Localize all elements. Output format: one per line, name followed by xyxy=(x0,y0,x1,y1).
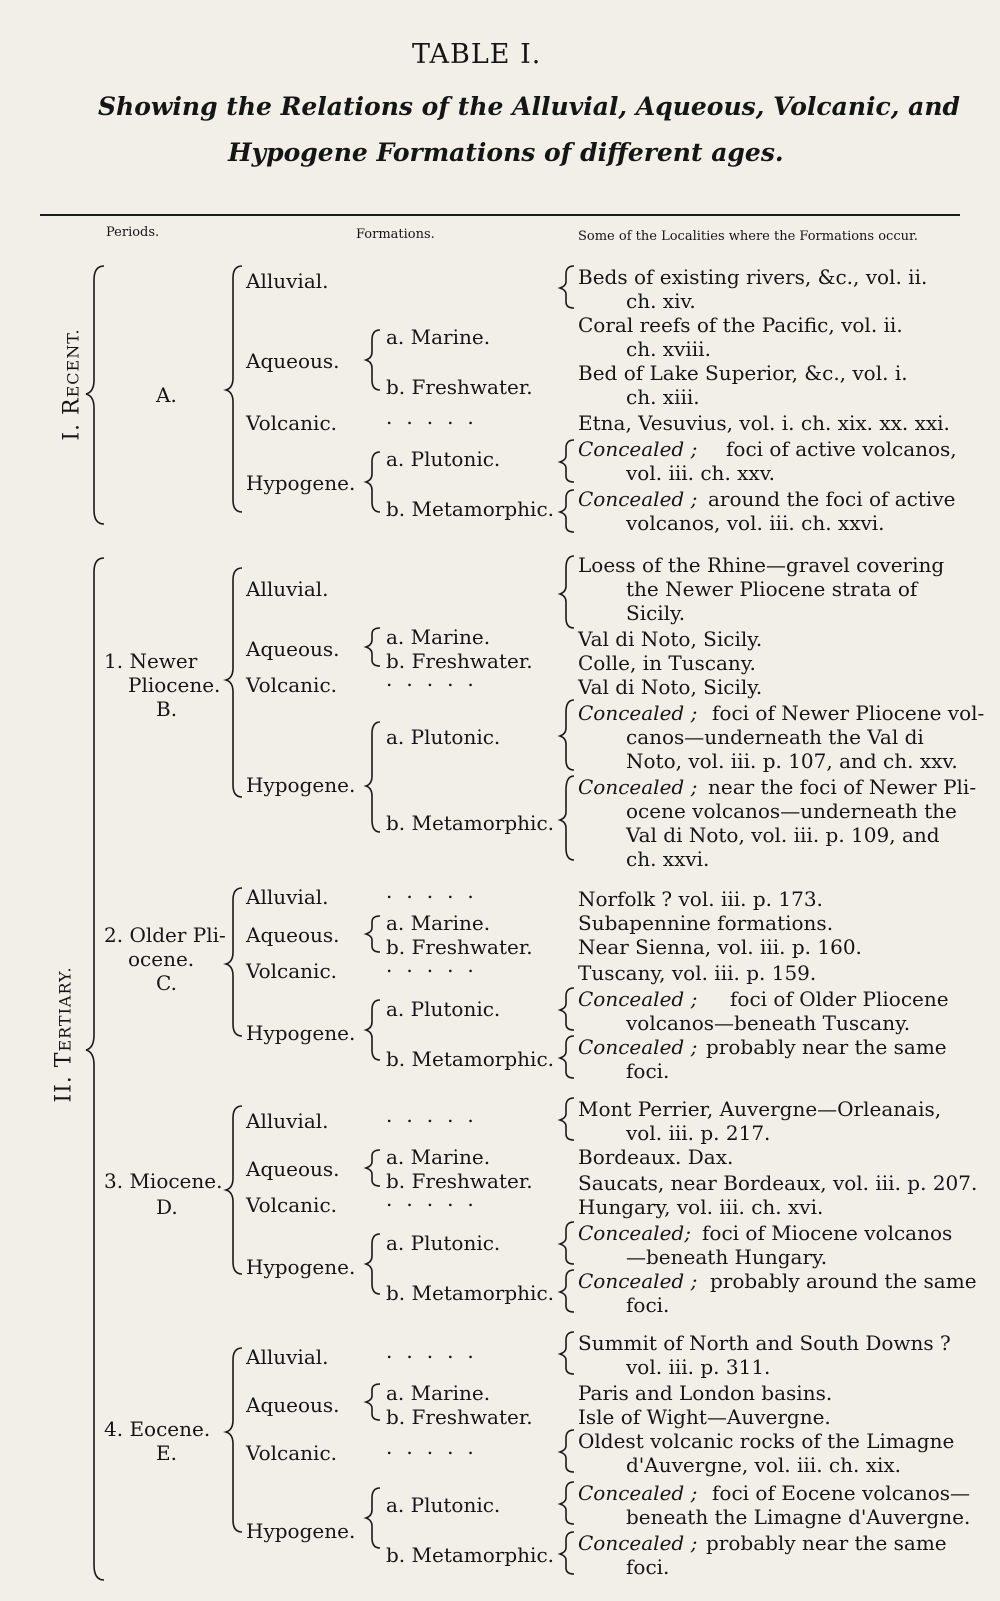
D-metamorphic: b. Metamorphic. xyxy=(386,1281,554,1305)
table-subtitle-line1: Showing the Relations of the Alluvial, Aqueous, Volcanic, and xyxy=(98,92,960,121)
brace-E-hypogene xyxy=(366,1488,380,1548)
loc-B-plutonic-1b: foci of Newer Pliocene vol- xyxy=(712,701,985,725)
C-alluvial-dots: ..... xyxy=(386,879,488,903)
loc-E-volcanic-2: d'Auvergne, vol. iii. ch. xix. xyxy=(626,1453,902,1477)
loc-C-plutonic-1b: foci of Older Pliocene xyxy=(730,987,949,1011)
period-B-line1: 1. Newer xyxy=(104,649,198,673)
loc-C-plutonic-2: volcanos—beneath Tuscany. xyxy=(626,1011,911,1035)
loc-B-metamorphic-2: ocene volcanos—underneath the xyxy=(626,799,957,823)
loc-A-plutonic-1b: foci of active volcanos, xyxy=(726,437,957,461)
loc-B-marine: Val di Noto, Sicily. xyxy=(578,627,763,651)
period-B-line2: Pliocene. xyxy=(128,673,221,697)
loc-B-metamorphic-4: ch. xxvi. xyxy=(626,847,710,871)
A-marine: a. Marine. xyxy=(386,325,491,349)
loc-B-alluvial-1: Loess of the Rhine—gravel covering xyxy=(578,553,945,577)
loc-E-metamorphic-1a: Concealed ; xyxy=(578,1531,698,1555)
loc-B-plutonic-2: canos—underneath the Val di xyxy=(626,725,924,749)
A-hypogene: Hypogene. xyxy=(246,471,356,495)
C-marine: a. Marine. xyxy=(386,911,491,935)
E-hypogene: Hypogene. xyxy=(246,1519,356,1543)
D-hypogene: Hypogene. xyxy=(246,1255,356,1279)
loc-C-marine: Subapennine formations. xyxy=(578,911,834,935)
major-tertiary-label: II. TERTIARY. xyxy=(51,966,77,1103)
loc-B-metamorphic-3: Val di Noto, vol. iii. p. 109, and xyxy=(626,823,940,847)
E-plutonic: a. Plutonic. xyxy=(386,1493,501,1517)
loc-E-metamorphic-2: foci. xyxy=(626,1555,670,1579)
loc-E-alluvial-1: Summit of North and South Downs ? xyxy=(578,1331,951,1355)
period-B-letter: B. xyxy=(156,697,178,721)
period-A-letter: A. xyxy=(156,383,177,407)
D-volcanic: Volcanic. xyxy=(246,1193,338,1217)
brace-loc-E-alluvial xyxy=(560,1332,574,1374)
A-freshwater: b. Freshwater. xyxy=(386,375,533,399)
loc-B-plutonic-1a: Concealed ; xyxy=(578,701,698,725)
B-volcanic: Volcanic. xyxy=(246,673,338,697)
loc-E-alluvial-2: vol. iii. p. 311. xyxy=(626,1355,771,1379)
loc-A-metamorphic-2: volcanos, vol. iii. ch. xxvi. xyxy=(626,511,885,535)
loc-B-alluvial-3: Sicily. xyxy=(626,601,686,625)
brace-B-aqueous xyxy=(366,628,380,666)
loc-C-plutonic-1a: Concealed ; xyxy=(578,987,698,1011)
period-E-letter: E. xyxy=(156,1441,177,1465)
brace-loc-A-plutonic xyxy=(560,440,574,482)
loc-A-freshwater-2: ch. xiii. xyxy=(626,385,700,409)
brace-loc-C-plutonic xyxy=(560,988,574,1030)
loc-A-plutonic-1a: Concealed ; xyxy=(578,437,698,461)
brace-loc-A-metamorphic xyxy=(560,490,574,532)
brace-A xyxy=(226,266,242,512)
table-title: TABLE I. xyxy=(412,39,542,70)
header-periods: Periods. xyxy=(106,225,160,240)
D-alluvial-dots: ..... xyxy=(386,1103,488,1127)
brace-D-aqueous xyxy=(366,1150,380,1186)
period-C-line2: ocene. xyxy=(128,947,195,971)
brace-loc-E-volcanic xyxy=(560,1430,574,1472)
header-localities: Some of the Localities where the Formations occur. xyxy=(578,229,918,244)
A-aqueous: Aqueous. xyxy=(246,349,340,373)
loc-B-metamorphic-1a: Concealed ; xyxy=(578,775,698,799)
loc-C-freshwater: Near Sienna, vol. iii. p. 160. xyxy=(578,935,862,959)
D-volcanic-dots: ..... xyxy=(386,1187,488,1211)
brace-E xyxy=(226,1348,242,1532)
brace-loc-E-metamorphic xyxy=(560,1532,574,1574)
loc-D-marine: Bordeaux. Dax. xyxy=(578,1145,734,1169)
loc-D-metamorphic-1a: Concealed ; xyxy=(578,1269,698,1293)
loc-D-metamorphic-1b: probably around the same xyxy=(710,1269,977,1293)
loc-E-metamorphic-1b: probably near the same xyxy=(706,1531,947,1555)
E-alluvial: Alluvial. xyxy=(246,1345,329,1369)
loc-D-plutonic-1b: foci of Miocene volcanos xyxy=(702,1221,953,1245)
brace-recent xyxy=(86,266,104,524)
brace-B-hypogene xyxy=(366,722,380,832)
loc-C-volcanic: Tuscany, vol. iii. p. 159. xyxy=(578,961,817,985)
brace-A-hypogene xyxy=(366,452,380,512)
loc-D-freshwater: Saucats, near Bordeaux, vol. iii. p. 207. xyxy=(578,1171,978,1195)
loc-D-volcanic: Hungary, vol. iii. ch. xvi. xyxy=(578,1195,824,1219)
brace-E-aqueous xyxy=(366,1384,380,1420)
period-C-letter: C. xyxy=(156,971,177,995)
C-freshwater: b. Freshwater. xyxy=(386,935,533,959)
loc-A-freshwater-1: Bed of Lake Superior, &c., vol. i. xyxy=(578,361,908,385)
loc-D-plutonic-1a: Concealed; xyxy=(578,1221,691,1245)
loc-C-alluvial: Norfolk ? vol. iii. p. 173. xyxy=(578,887,823,911)
C-volcanic: Volcanic. xyxy=(246,959,338,983)
loc-B-plutonic-3: Noto, vol. iii. p. 107, and ch. xxv. xyxy=(626,749,958,773)
loc-A-metamorphic-1b: around the foci of active xyxy=(708,487,956,511)
D-plutonic: a. Plutonic. xyxy=(386,1231,501,1255)
A-volcanic: Volcanic. xyxy=(246,411,338,435)
E-aqueous: Aqueous. xyxy=(246,1393,340,1417)
loc-C-metamorphic-2: foci. xyxy=(626,1059,670,1083)
brace-loc-B-plutonic xyxy=(560,700,574,770)
loc-B-metamorphic-1b: near the foci of Newer Pli- xyxy=(708,775,977,799)
brace-A-aqueous xyxy=(366,330,380,390)
period-D-line1: 3. Miocene. xyxy=(104,1169,223,1193)
loc-E-marine: Paris and London basins. xyxy=(578,1381,833,1405)
B-alluvial: Alluvial. xyxy=(246,577,329,601)
brace-C-aqueous xyxy=(366,916,380,952)
loc-E-freshwater: Isle of Wight—Auvergne. xyxy=(578,1405,831,1429)
brace-loc-E-plutonic xyxy=(560,1482,574,1524)
brace-loc-D-metamorphic xyxy=(560,1270,574,1312)
A-metamorphic: b. Metamorphic. xyxy=(386,497,554,521)
E-freshwater: b. Freshwater. xyxy=(386,1405,533,1429)
loc-A-plutonic-2: vol. iii. ch. xxv. xyxy=(626,461,775,485)
E-volcanic-dots: ..... xyxy=(386,1435,488,1459)
loc-A-marine-1: Coral reefs of the Pacific, vol. ii. xyxy=(578,313,903,337)
period-E-line1: 4. Eocene. xyxy=(104,1417,211,1441)
C-alluvial: Alluvial. xyxy=(246,885,329,909)
C-aqueous: Aqueous. xyxy=(246,923,340,947)
B-volcanic-dots: ..... xyxy=(386,667,488,691)
brace-loc-B-metamorphic xyxy=(560,776,574,860)
brace-D xyxy=(226,1106,242,1274)
loc-A-alluvial-1: Beds of existing rivers, &c., vol. ii. xyxy=(578,265,928,289)
brace-B xyxy=(226,568,242,797)
loc-D-metamorphic-2: foci. xyxy=(626,1293,670,1317)
brace-tertiary xyxy=(86,558,104,1580)
loc-B-alluvial-2: the Newer Pliocene strata of xyxy=(626,577,918,601)
loc-B-freshwater: Colle, in Tuscany. xyxy=(578,651,756,675)
A-volcanic-dots: ..... xyxy=(386,405,488,429)
loc-A-volcanic: Etna, Vesuvius, vol. i. ch. xix. xx. xxi. xyxy=(578,411,950,435)
E-alluvial-dots: ..... xyxy=(386,1339,488,1363)
A-plutonic: a. Plutonic. xyxy=(386,447,501,471)
D-aqueous: Aqueous. xyxy=(246,1157,340,1181)
C-metamorphic: b. Metamorphic. xyxy=(386,1047,554,1071)
major-recent-label: I. RECENT. xyxy=(59,328,85,441)
loc-E-plutonic-1b: foci of Eocene volcanos— xyxy=(712,1481,970,1505)
loc-D-alluvial-2: vol. iii. p. 217. xyxy=(626,1121,771,1145)
D-freshwater: b. Freshwater. xyxy=(386,1169,533,1193)
D-alluvial: Alluvial. xyxy=(246,1109,329,1133)
brace-C xyxy=(226,888,242,1036)
loc-C-metamorphic-1b: probably near the same xyxy=(706,1035,947,1059)
B-hypogene: Hypogene. xyxy=(246,773,356,797)
loc-C-metamorphic-1a: Concealed ; xyxy=(578,1035,698,1059)
loc-E-plutonic-1a: Concealed ; xyxy=(578,1481,698,1505)
brace-D-hypogene xyxy=(366,1234,380,1294)
brace-loc-D-plutonic xyxy=(560,1222,574,1264)
loc-A-marine-2: ch. xviii. xyxy=(626,337,711,361)
header-formations: Formations. xyxy=(356,227,435,242)
loc-B-volcanic: Val di Noto, Sicily. xyxy=(578,675,763,699)
loc-D-alluvial-1: Mont Perrier, Auvergne—Orleanais, xyxy=(578,1097,942,1121)
C-hypogene: Hypogene. xyxy=(246,1021,356,1045)
C-plutonic: a. Plutonic. xyxy=(386,997,501,1021)
B-plutonic: a. Plutonic. xyxy=(386,725,501,749)
B-aqueous: Aqueous. xyxy=(246,637,340,661)
brace-loc-C-metamorphic xyxy=(560,1036,574,1078)
loc-E-volcanic-1: Oldest volcanic rocks of the Limagne xyxy=(578,1429,955,1453)
period-C-line1: 2. Older Pli- xyxy=(104,923,226,947)
E-metamorphic: b. Metamorphic. xyxy=(386,1543,554,1567)
C-volcanic-dots: ..... xyxy=(386,953,488,977)
B-freshwater: b. Freshwater. xyxy=(386,649,533,673)
brace-loc-D-alluvial xyxy=(560,1098,574,1140)
loc-D-plutonic-2: —beneath Hungary. xyxy=(626,1245,828,1269)
brace-C-hypogene xyxy=(366,1000,380,1060)
brace-loc-B-alluvial xyxy=(560,556,574,628)
E-marine: a. Marine. xyxy=(386,1381,491,1405)
B-metamorphic: b. Metamorphic. xyxy=(386,811,554,835)
loc-E-plutonic-2: beneath the Limagne d'Auvergne. xyxy=(626,1505,971,1529)
A-alluvial: Alluvial. xyxy=(246,269,329,293)
header-rule xyxy=(40,214,960,216)
E-volcanic: Volcanic. xyxy=(246,1441,338,1465)
period-D-letter: D. xyxy=(156,1195,178,1219)
loc-A-metamorphic-1a: Concealed ; xyxy=(578,487,698,511)
brace-loc-A-alluvial xyxy=(560,266,574,308)
loc-A-alluvial-2: ch. xiv. xyxy=(626,289,696,313)
table-subtitle-line2: Hypogene Formations of different ages. xyxy=(228,138,784,167)
D-marine: a. Marine. xyxy=(386,1145,491,1169)
B-marine: a. Marine. xyxy=(386,625,491,649)
